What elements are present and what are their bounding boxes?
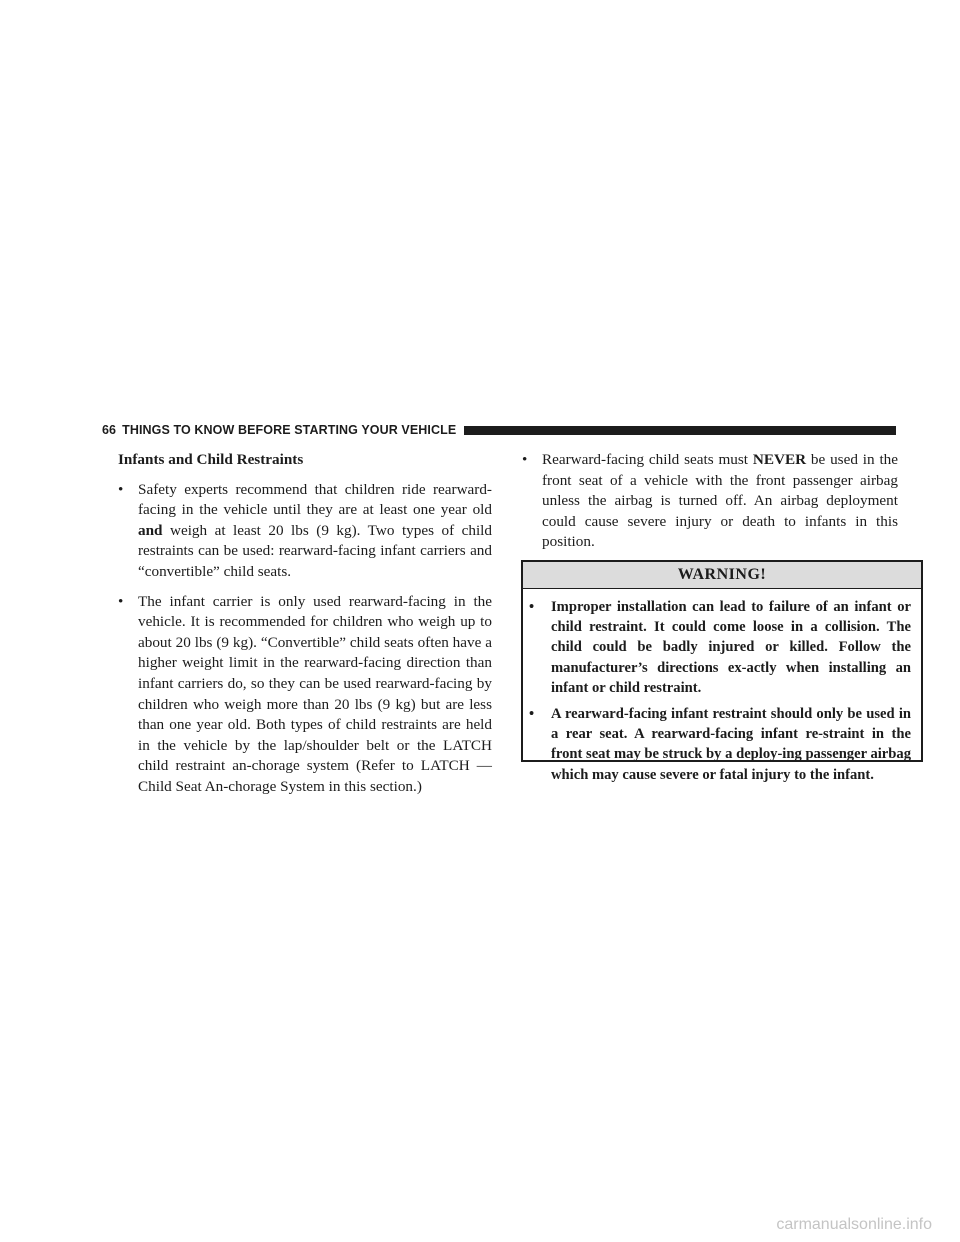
warning-item	[529, 704, 911, 785]
emphasis: and	[138, 521, 163, 539]
bullet-icon: •	[522, 451, 528, 468]
section-title: THINGS TO KNOW BEFORE STARTING YOUR VEHICLE	[122, 423, 457, 437]
paragraph: Safety experts recommend that children ride rearward-facing in the vehicle until they are at least one year old and weigh at least 20 lbs (9 kg). Two types of child restraints can be used: rearward-facing infant carriers and “convertible” child seats.	[138, 480, 492, 580]
paragraph: The infant carrier is only used rearward-facing in the vehicle. It is recommended for children who weigh up to about 20 lbs (9 kg). “Convertible” child seats often have a higher weight limit in the rearward-facing direction than infant carriers do, so they can be used rearward-facing by children who weigh more than 20 lbs (9 kg) but are less than one year old. Both types of child restraints are held in the vehicle by the lap/shoulder belt or the LATCH child restraint an-chorage system (Refer to LATCH — Child Seat An-chorage System in this section.)	[138, 592, 492, 795]
bullet-icon: •	[529, 599, 535, 615]
list-item	[118, 480, 492, 583]
bullet-icon: •	[118, 480, 124, 498]
warning-body	[523, 589, 921, 785]
list-item	[522, 450, 898, 553]
warning-title: WARNING!	[523, 562, 921, 589]
warning-item	[529, 597, 911, 698]
page-header	[102, 420, 896, 440]
bullet-icon: •	[529, 706, 535, 723]
bullet-icon: •	[118, 592, 124, 610]
paragraph: Rearward-facing child seats must NEVER be used in the front seat of a vehicle with the front passenger airbag unless the airbag is turned off. An airbag deployment could cause severe injury or death to infants in this position.	[542, 451, 898, 551]
warning-box	[521, 560, 923, 783]
page-number: 66	[102, 423, 117, 437]
warning-text: A rearward-facing infant restraint should only be used in a rear seat. A rearward-facing infant re-straint in the front seat may be struck by a deploy-ing passenger airbag which may cause severe or fatal injury to the infant.	[551, 706, 911, 783]
watermark: carmanualsonline.info	[776, 1216, 932, 1233]
left-column	[118, 450, 492, 807]
section-heading: Infants and Child Restraints	[118, 451, 304, 468]
emphasis: NEVER	[752, 451, 807, 468]
list-item	[118, 592, 492, 798]
warning-text: Improper installation can lead to failure of an infant or child restraint. It could come loose in a collision. The child could be badly injured or killed. Follow the manufacturer’s directions ex-actly when installing an infant or child restraint.	[551, 599, 911, 696]
right-column	[522, 450, 898, 562]
header-rule	[464, 426, 896, 435]
